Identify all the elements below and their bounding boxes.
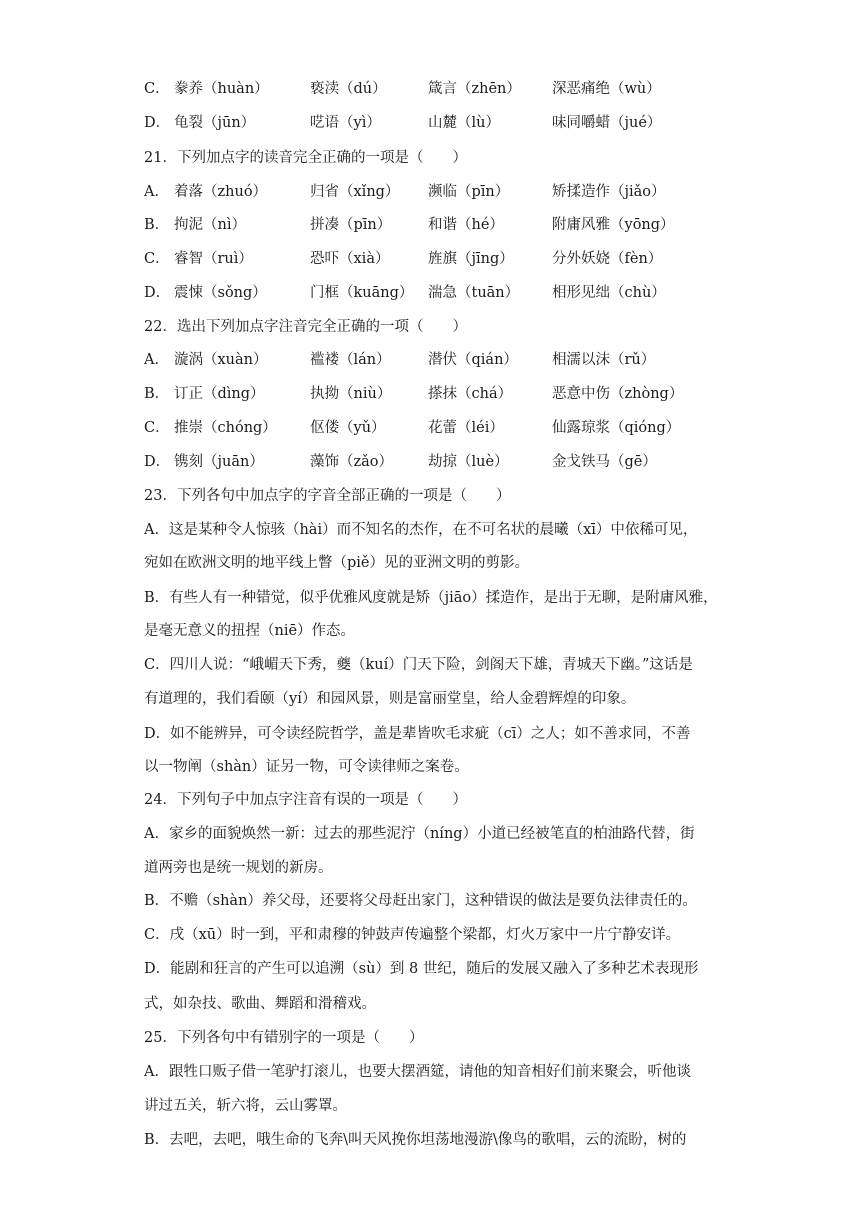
option-item: 拼凑（pīn） [310, 217, 392, 233]
option-item: 花蕾（léi） [428, 420, 504, 436]
text-line: 有道理的，我们看颐（yí）和园风景，则是富丽堂皇，给人金碧辉煌的印象。 [144, 691, 636, 707]
option-item: 搽抹（chá） [428, 386, 513, 402]
option-item: 劫掠（luè） [428, 454, 509, 470]
option-row [144, 384, 718, 404]
text-line: 道两旁也是统一规划的新房。 [144, 860, 333, 876]
option-item: 藻饰（zǎo） [310, 454, 394, 470]
option-item: 归省（xǐng） [310, 184, 400, 200]
option-item: 濒临（pīn） [428, 184, 510, 200]
option-label: B． [144, 217, 170, 233]
text-line: A．家乡的面貌焕然一新：过去的那些泥泞（níng）小道已经被笔直的柏油路代替，街 [144, 826, 695, 842]
option-item: 龟裂（jūn） [174, 115, 256, 131]
option-item: 漩涡（xuàn） [174, 352, 268, 368]
text-line: 是毫无意义的扭捏（niē）作态。 [144, 623, 356, 639]
option-item: 潜伏（qián） [428, 352, 518, 368]
option-item: 深恶痛绝（wù） [552, 81, 661, 97]
option-label: A． [144, 352, 169, 368]
option-row [144, 350, 718, 370]
option-row [144, 452, 718, 472]
option-item: 附庸风雅（yōng） [552, 217, 675, 233]
option-label: D． [144, 115, 171, 131]
option-item: 伛偻（yǔ） [310, 420, 386, 436]
option-label: D． [144, 454, 171, 470]
option-item: 拘泥（nì） [174, 217, 246, 233]
option-item: 门框（kuāng） [310, 285, 414, 301]
option-item: 相形见绌（chù） [552, 285, 666, 301]
option-item: 褴褛（lán） [310, 352, 391, 368]
text-line: B．有些人有一种错觉，似乎优雅风度就是矫（jiāo）揉造作，是出于无聊，是附庸风雅， [144, 590, 718, 606]
question-stem: 22．选出下列加点字注音完全正确的一项（ ） [144, 319, 467, 335]
option-item: 分外妖娆（fèn） [552, 251, 663, 267]
option-row [144, 215, 718, 235]
question-stem: 23．下列各句中加点字的字音全部正确的一项是（ ） [144, 488, 511, 504]
option-item: 恐吓（xià） [310, 251, 390, 267]
option-item: 震悚（sǒng） [174, 285, 267, 301]
option-item: 湍急（tuān） [428, 285, 520, 301]
text-line: D．能剧和狂言的产生可以追溯（sù）到 8 世纪，随后的发展又融入了多种艺术表现形 [144, 961, 699, 977]
option-item: 旌旗（jīng） [428, 251, 514, 267]
option-item: 亵渎（dú） [310, 81, 387, 97]
option-row [144, 283, 718, 303]
option-label: B． [144, 386, 170, 402]
option-row [144, 79, 718, 99]
option-row [144, 182, 718, 202]
text-line: 式，如杂技、歌曲、舞蹈和滑稽戏。 [144, 996, 376, 1012]
text-line: C．四川人说：“峨嵋天下秀，夔（kuí）门天下险，剑阁天下雄，青城天下幽。”这话是 [144, 657, 693, 673]
option-label: D． [144, 285, 171, 301]
text-line: A．这是某种令人惊骇（hài）而不知名的杰作，在不可名状的晨曦（xī）中依稀可见， [144, 522, 698, 538]
option-item: 订正（dìng） [174, 386, 265, 402]
option-item: 仙露琼浆（qióng） [552, 420, 681, 436]
option-row [144, 418, 718, 438]
text-line: B．不赡（shàn）养父母，还要将父母赶出家门，这种错误的做法是要负法律责任的。 [144, 893, 697, 909]
option-item: 相濡以沫（rǔ） [552, 352, 656, 368]
option-row [144, 249, 718, 269]
text-line: D．如不能辨异，可令读经院哲学，盖是辈皆吹毛求疵（cī）之人；如不善求同，不善 [144, 726, 691, 742]
option-item: 推崇（chóng） [174, 420, 277, 436]
option-item: 睿智（ruì） [174, 251, 253, 267]
text-line: 宛如在欧洲文明的地平线上瞥（piě）见的亚洲文明的剪影。 [144, 555, 529, 571]
option-row [144, 113, 718, 133]
text-line: A．跟牲口贩子借一笔驴打滚儿，也要大摆酒筵，请他的知音相好们前来聚会，听他谈 [144, 1064, 691, 1080]
option-label: C． [144, 81, 170, 97]
text-line: 以一物阐（shàn）证另一物，可令读律师之案卷。 [144, 759, 469, 775]
option-label: C． [144, 420, 170, 436]
option-item: 着落（zhuó） [174, 184, 268, 200]
option-label: C． [144, 251, 170, 267]
option-item: 呓语（yì） [310, 115, 381, 131]
question-stem: 25．下列各句中有错别字的一项是（ ） [144, 1030, 424, 1046]
option-item: 恶意中伤（zhòng） [552, 386, 684, 402]
text-line: B．去吧，去吧，哦生命的飞奔\叫天风挽你坦荡地漫游\像鸟的歌唱，云的流盼，树的 [144, 1132, 687, 1148]
option-item: 金戈铁马（gē） [552, 454, 657, 470]
option-item: 山麓（lù） [428, 115, 500, 131]
text-line: C．戌（xū）时一到，平和肃穆的钟鼓声传遍整个梁都，灯火万家中一片宁静安详。 [144, 927, 681, 943]
text-line: 讲过五关，斩六将，云山雾罩。 [144, 1098, 347, 1114]
option-item: 矫揉造作（jiǎo） [552, 184, 666, 200]
question-stem: 24．下列句子中加点字注音有误的一项是（ ） [144, 792, 467, 808]
option-item: 豢养（huàn） [174, 81, 269, 97]
option-item: 箴言（zhēn） [428, 81, 521, 97]
option-item: 执拗（niù） [310, 386, 392, 402]
option-item: 味同嚼蜡（jué） [552, 115, 662, 131]
option-label: A． [144, 184, 169, 200]
option-item: 镌刻（juān） [174, 454, 264, 470]
option-item: 和谐（hé） [428, 217, 504, 233]
question-stem: 21．下列加点字的读音完全正确的一项是（ ） [144, 150, 467, 166]
